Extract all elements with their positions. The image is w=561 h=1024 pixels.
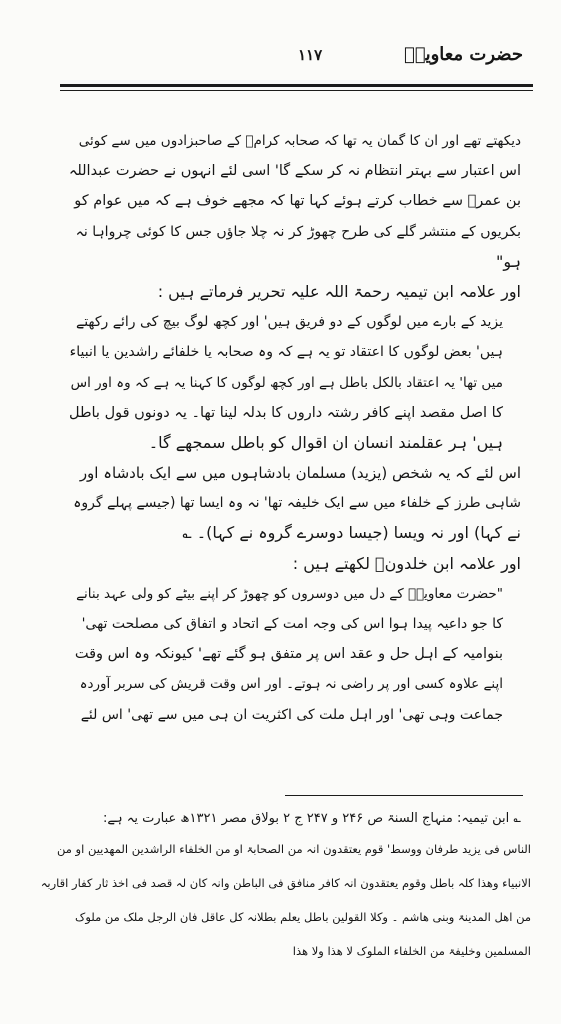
- footnote-arabic-line: الانبیاء وھذا کلہ باطل وقوم یعتقدون انہ کافر منافق فی الباطن وانہ کان لہ قصد فی اخذ ثار کفار اقاربہ: [40, 876, 531, 890]
- footnote-arabic-line: الناس فی یزید طرفان ووسط' قوم یعتقدون انہ من الصحابۃ او من الخلفاء الراشدین المھدیین او من: [56, 842, 531, 856]
- footnote-arabic-line: المسلمین وخلیفۃ من الخلفاء الملوک لا ھذا ولا ھذا: [292, 944, 531, 958]
- body-line: نے کہا) اور نہ ویسا (جیسا دوسرے گروہ نے کہا)۔ ؎: [182, 523, 521, 543]
- quote-line: یزید کے بارے میں لوگوں کے دو فریق ہیں' اور کچھ لوگ بیچ کی رائے رکھتے: [76, 314, 503, 331]
- running-head-title: حضرت معاویہؓ: [404, 44, 523, 65]
- footnote-separator: [285, 795, 523, 796]
- footnote-arabic-line: من اھل المدینۃ وبنی ھاشم ۔ وکلا القولین باطل یعلم بطلانہ کل عاقل فان الرجل ملک من ملوک: [75, 910, 531, 924]
- footnotes: [40, 806, 531, 968]
- quote-line: اپنے علاوہ کسی اور پر راضی نہ ہوتے۔ اور اس وقت قریش کی سربر آوردہ: [79, 676, 503, 693]
- body-line: اس لئے کہ یہ شخص (یزید) مسلمان بادشاہوں میں سے ایک بادشاہ اور: [79, 464, 521, 483]
- header-rule-thin: [60, 90, 533, 91]
- body-text: [68, 126, 521, 730]
- quote-line: جماعت وہی تھی' اور اہل ملت کی اکثریت ان ہی میں سے تھی' اس لئے: [80, 706, 503, 723]
- body-line: ہو": [496, 251, 521, 271]
- page-number: ۱۱۷: [298, 46, 323, 64]
- running-head: [60, 44, 523, 84]
- quote-line: ہیں' بعض لوگوں کا اعتقاد تو یہ ہے کہ وہ صحابہ یا خلفائے راشدین یا انبیاء: [69, 344, 503, 361]
- section-intro-line: اور علامہ ابن خلدونؒ لکھتے ہیں :: [292, 553, 521, 573]
- quote-line: "حضرت معاویہؓ کے دل میں دوسروں کو چھوڑ کر اپنے بیٹے کو ولی عہد بنانے: [76, 585, 503, 602]
- section-intro-line: اور علامہ ابن تیمیہ رحمۃ اللہ علیہ تحریر فرماتے ہیں :: [157, 281, 521, 301]
- header-rule-thick: [60, 84, 533, 87]
- body-line: بن عمرؓ سے خطاب کرتے ہوئے کہا تھا کہ مجھے خوف ہے کہ میں عوام کو: [74, 193, 521, 210]
- quote-line: بنوامیہ کے اہل حل و عقد اس پر متفق ہو گئے تھے' کیونکہ وہ اس وقت: [74, 646, 503, 663]
- quote-line: کا جو داعیہ پیدا ہوا اس کی وجہ امت کے اتحاد و اتفاق کی مصلحت تھی': [81, 616, 503, 632]
- footnote-citation: ؎ ابن تیمیہ: منہاج السنۃ ص ۲۴۶ و ۲۴۷ ج ۲ بولاق مصر ۱۳۲۱ھ عبارت یہ ہے:: [103, 811, 521, 826]
- quote-line: میں تھا' یہ اعتقاد بالکل باطل ہے اور کچھ لوگوں کا کہنا یہ ہے کہ وہ اور اس: [70, 374, 503, 391]
- body-line: بکریوں کے منتشر گلے کی طرح چھوڑ کر نہ چلا جاؤں جس کا کوئی چرواہا نہ: [75, 223, 521, 240]
- body-line: دیکھتے تھے اور ان کا گمان یہ تھا کہ صحابہ کرامؓ کے صاحبزادوں میں سے کوئی: [78, 133, 521, 149]
- quote-line: کا اصل مقصد اپنے کافر رشتہ داروں کا بدلہ لینا تھا۔ یہ دونوں قول باطل: [68, 404, 503, 421]
- quote-line: ہیں' ہر عقلمند انسان ان اقوال کو باطل سمجھے گا۔: [148, 432, 503, 452]
- body-line: اس اعتبار سے بہتر انتظام نہ کر سکے گا' اسی لئے انہوں نے حضرت عبداللہ: [68, 163, 521, 180]
- body-line: شاہی طرز کے خلفاء میں سے ایک خلیفہ تھا' نہ وہ ایسا تھا (جیسے پہلے گروہ: [73, 495, 521, 512]
